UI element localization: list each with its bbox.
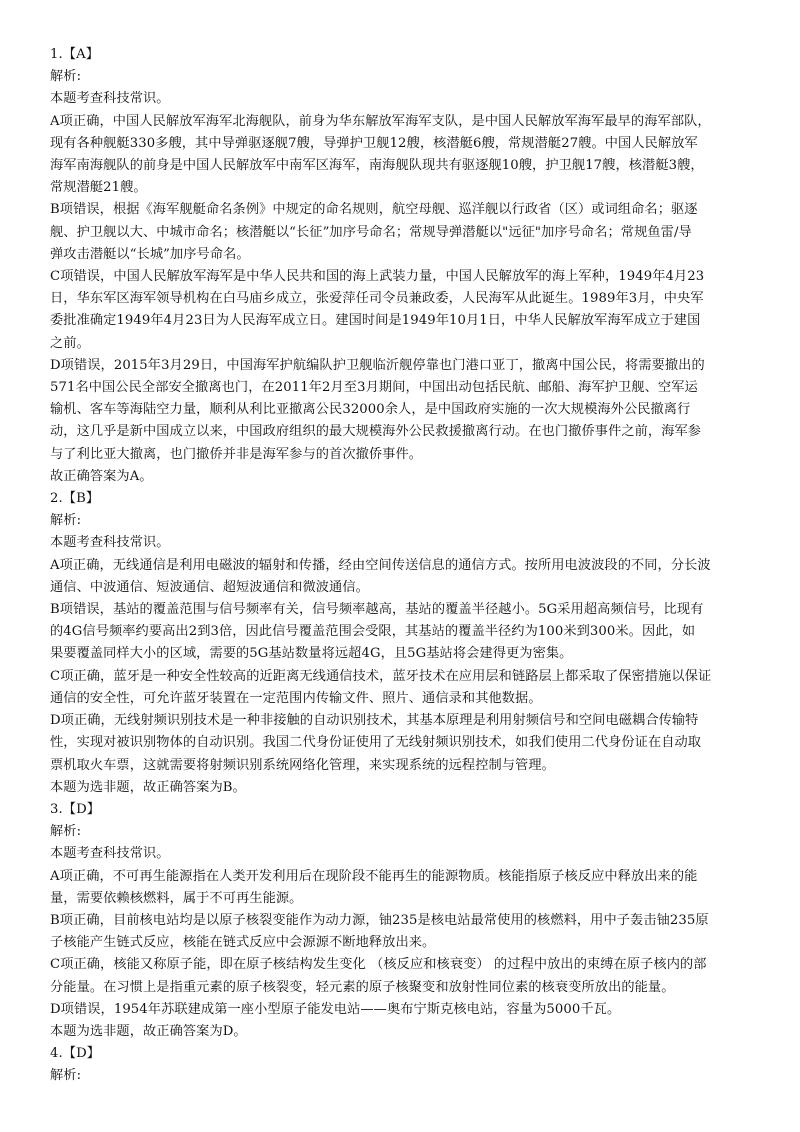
- option-c-explanation: [50, 266, 766, 355]
- text-line: 果要覆盖同样大小的区域，需要的5G基站数量将远超4G，且5G基站将会建得更为密集。: [50, 646, 573, 662]
- option-a-explanation: [50, 866, 766, 910]
- text-line: D项错误，2015年3月29日，中国海军护航编队护卫舰临沂舰停靠也门港口亚丁，撤离中国公民，将需要撤出的: [50, 357, 705, 373]
- option-b-explanation: [50, 199, 766, 266]
- text-line: 571名中国公民全部安全撤离也门，在2011年2月至3月期间，中国出动包括民航、邮船、海军护卫舰、空军运: [50, 380, 698, 396]
- text-line: C项正确，蓝牙是一种安全性较高的近距离无线通信技术，蓝牙技术在应用层和链路层上都采取了保密措施以保证: [50, 668, 712, 684]
- text-line: 日，华东军区海军领导机构在白马庙乡成立，张爱萍任司令员兼政委，人民海军从此诞生。1989年3月，中央军: [50, 291, 704, 307]
- text-line: 海军南海舰队的前身是中国人民解放军中南军区海军，南海舰队现共有驱逐舰10艘，护卫舰17艘，核潜艇3艘，: [50, 158, 704, 174]
- answer-document: [50, 44, 766, 1088]
- text-line: D项正确，无线射频识别技术是一种非接触的自动识别技术，其基本原理是利用射频信号和空间电磁耦合传输特: [50, 713, 699, 729]
- text-line: 弹攻击潜艇以“长城”加序号命名。: [50, 246, 250, 262]
- option-b-explanation: [50, 599, 766, 666]
- question-header: 4.【D】: [50, 1046, 101, 1062]
- text-line: 分能量。在习惯上是指重元素的原子核裂变，轻元素的原子核聚变和放射性同位素的核衰变所放出的能量。: [50, 979, 675, 995]
- text-line: 性，实现对被识别物体的自动识别。我国二代身份证使用了无线射频识别技术，如我们使用二代身份证在自动取: [50, 735, 702, 751]
- text-line: A项正确，无线通信是利用电磁波的辐射和传播，经由空间传送信息的通信方式。按所用电波波段的不同，分长波: [50, 557, 711, 573]
- question-block-1: [50, 44, 766, 488]
- question-block-2: [50, 488, 766, 799]
- analysis-label: 解析:: [50, 824, 82, 840]
- answer-conclusion: 本题为选非题，故正确答案为D。: [50, 1023, 247, 1039]
- text-line: 动，这几乎是新中国成立以来，中国政府组织的最大规模海外公民救援撤离行动。在也门撤侨事件之前，海军参: [50, 424, 702, 440]
- question-block-4: [50, 1043, 766, 1087]
- text-line: 现有各种舰艇330多艘，其中导弹驱逐舰7艘，导弹护卫舰12艘，核潜艇6艘，常规潜艇27艘。中国人民解放军: [50, 135, 698, 151]
- option-b-explanation: [50, 910, 766, 954]
- text-line: 委批准确定1949年4月23日为人民海军成立日。建国时间是1949年10月1日，中华人民解放军海军成立于建国: [50, 313, 701, 329]
- text-line: 之前。: [50, 335, 90, 351]
- question-header: 3.【D】: [50, 801, 101, 817]
- text-line: 与了利比亚大撤离，也门撤侨并非是海军参与的首次撤侨事件。: [50, 446, 423, 462]
- text-line: 常规潜艇21艘。: [50, 180, 147, 196]
- analysis-label: 解析:: [50, 1068, 82, 1084]
- analysis-intro: 本题考查科技常识。: [50, 91, 170, 107]
- text-line: C项错误，中国人民解放军海军是中华人民共和国的海上武装力量，中国人民解放军的海上军种，1949年4月23: [50, 269, 705, 285]
- analysis-label: 解析:: [50, 69, 82, 85]
- option-c-explanation: [50, 954, 766, 998]
- option-d-explanation: [50, 999, 766, 1021]
- question-header: 2.【B】: [50, 491, 100, 507]
- option-d-explanation: [50, 355, 766, 466]
- text-line: A项正确，不可再生能源指在人类开发利用后在现阶段不能再生的能源物质。核能指原子核反应中释放出来的能: [50, 868, 698, 884]
- text-line: 票机取火车票，这就需要将射频识别系统网络化管理，来实现系统的远程控制与管理。: [50, 757, 555, 773]
- text-line: D项错误，1954年苏联建成第一座小型原子能发电站——奥布宁斯克核电站，容量为5000千瓦。: [50, 1001, 621, 1017]
- option-a-explanation: [50, 555, 766, 599]
- answer-conclusion: 本题为选非题，故正确答案为B。: [50, 779, 246, 795]
- analysis-label: 解析:: [50, 513, 82, 529]
- analysis-intro: 本题考查科技常识。: [50, 846, 170, 862]
- text-line: B项错误，根据《海军舰艇命名条例》中规定的命名规则，航空母舰、巡洋舰以行政省（区）或词组命名；驱逐: [50, 202, 698, 218]
- text-line: 子核能产生链式反应，核能在链式反应中会源源不断地释放出来。: [50, 935, 436, 951]
- text-line: 舰、护卫舰以大、中城市命名；核潜艇以“长征”加序号命名；常规导弹潜艇以"远征"加序号命名；常规鱼雷/导: [50, 224, 692, 240]
- text-line: B项正确，目前核电站均是以原子核裂变能作为动力源，铀235是核电站最常使用的核燃料，用中子轰击铀235原: [50, 912, 709, 928]
- text-line: 量，需要依赖核燃料，属于不可再生能源。: [50, 890, 303, 906]
- question-block-3: [50, 799, 766, 1043]
- text-line: B项错误，基站的覆盖范围与信号频率有关，信号频率越高，基站的覆盖半径越小。5G采用超高频信号，比现有: [50, 602, 704, 618]
- text-line: C项正确，核能又称原子能，即在原子核结构发生变化 （核反应和核衰变） 的过程中放出的束缚在原子核内的部: [50, 957, 707, 973]
- text-line: 通信的安全性，可允许蓝牙装置在一定范围内传输文件、照片、通信录和其他数据。: [50, 690, 542, 706]
- text-line: 输机、客车等海陆空力量，顺利从利比亚撤离公民32000余人，是中国政府实施的一次大规模海外公民撤离行: [50, 402, 691, 418]
- question-header: 1.【A】: [50, 47, 99, 62]
- text-line: 的4G信号频率约要高出2到3倍，因此信号覆盖范围会受限，其基站的覆盖半径约为100米到300米。因此，如: [50, 624, 696, 640]
- text-line: A项正确，中国人民解放军海军北海舰队，前身为华东解放军海军支队，是中国人民解放军海军最早的海军部队，: [50, 113, 711, 129]
- option-c-explanation: [50, 666, 766, 710]
- option-a-explanation: [50, 111, 766, 200]
- text-line: 通信、中波通信、短波通信、超短波通信和微波通信。: [50, 579, 369, 595]
- option-d-explanation: [50, 710, 766, 777]
- analysis-intro: 本题考查科技常识。: [50, 535, 170, 551]
- answer-conclusion: 故正确答案为A。: [50, 468, 153, 484]
